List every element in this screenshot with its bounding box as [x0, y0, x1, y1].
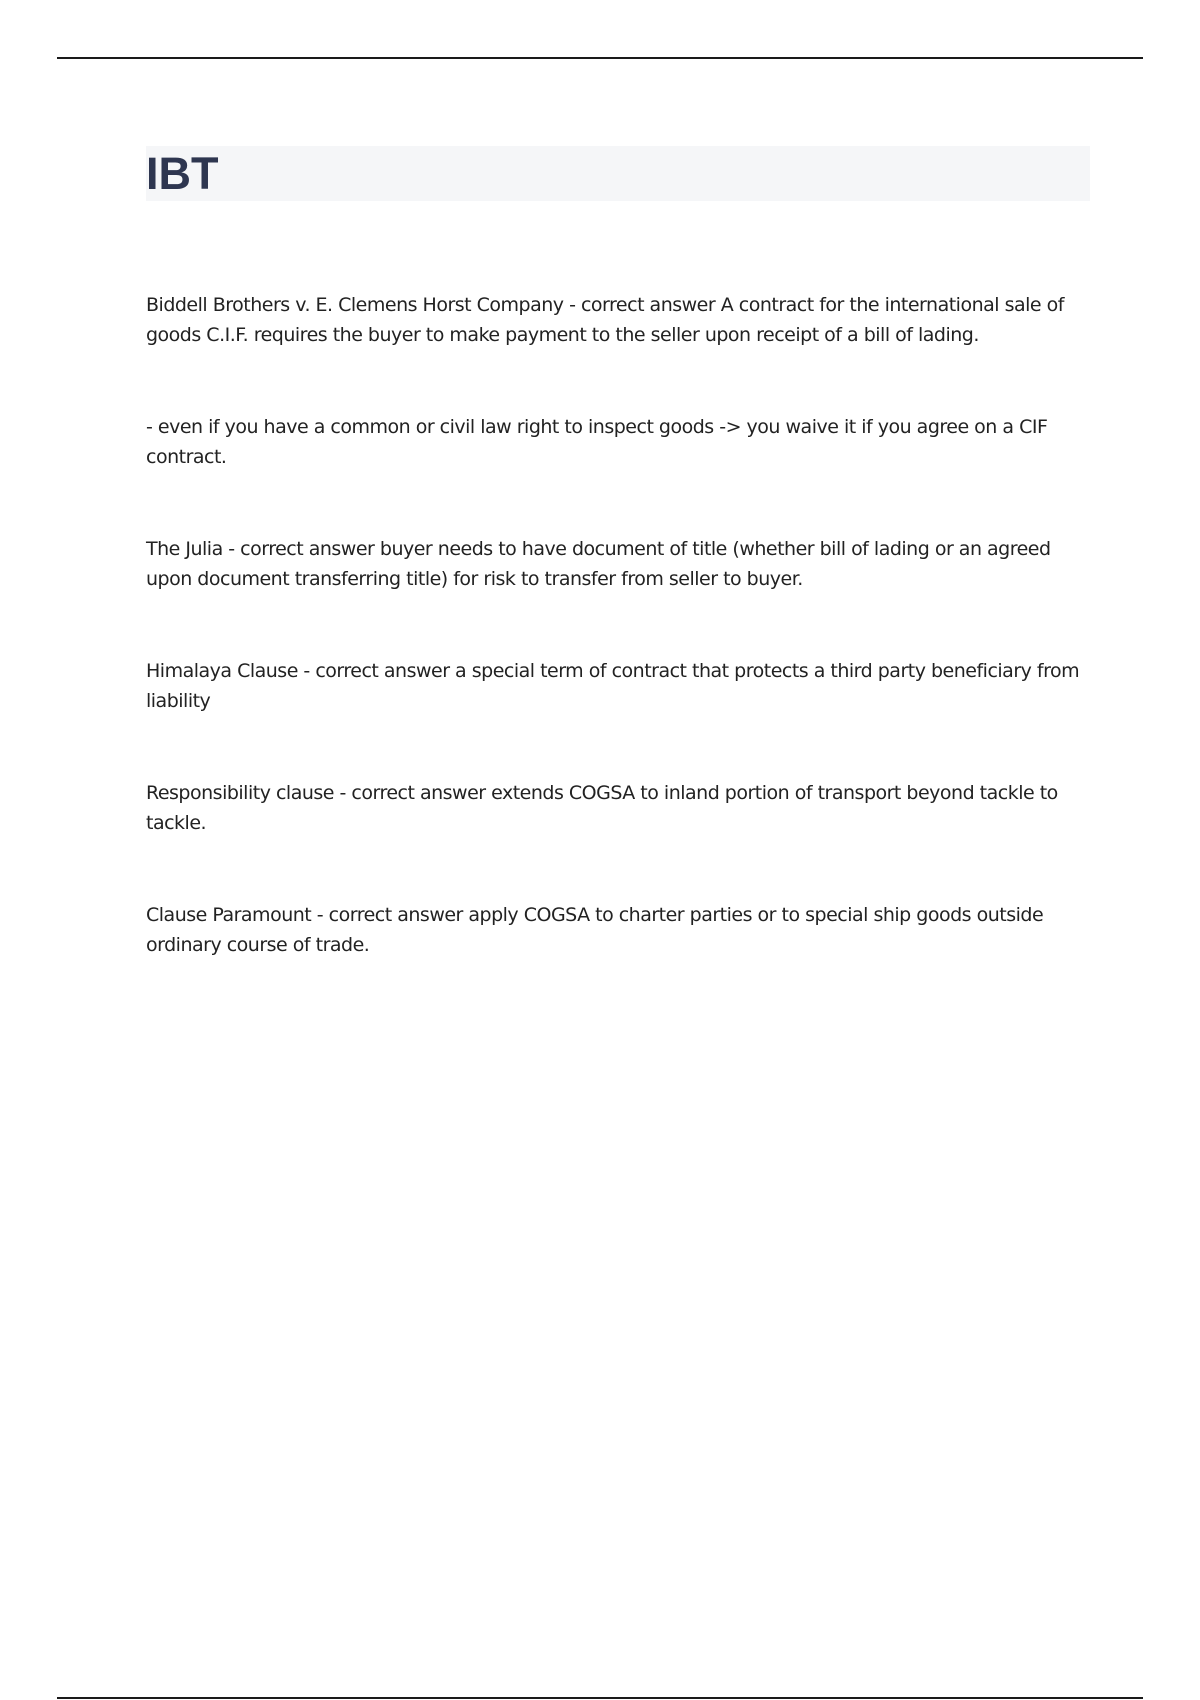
bottom-rule [57, 1697, 1143, 1699]
entry-responsibility-clause: Responsibility clause - correct answer extends COGSA to inland portion of transport beyond tackle to tackle. [146, 782, 1058, 834]
title-band [146, 146, 1090, 201]
entry-cif-inspection-note: - even if you have a common or civil law right to inspect goods -> you waive it if you agree on a CIF contract. [146, 416, 1048, 468]
top-rule [57, 57, 1143, 59]
entry-clause-paramount: Clause Paramount - correct answer apply COGSA to charter parties or to special ship goods outside ordinary course of trade. [146, 904, 1044, 956]
document-title: IBT [146, 148, 219, 199]
entry-list [146, 290, 1090, 1022]
entry-the-julia: The Julia - correct answer buyer needs to have document of title (whether bill of lading or an agreed upon document transferring title) for risk to transfer from seller to buyer. [146, 538, 1051, 590]
entry-biddell-brothers: Biddell Brothers v. E. Clemens Horst Company - correct answer A contract for the international sale of goods C.I.F. requires the buyer to make payment to the seller upon receipt of a bill of lading. [146, 294, 1064, 346]
entry-himalaya-clause: Himalaya Clause - correct answer a special term of contract that protects a third party beneficiary from liability [146, 660, 1080, 712]
